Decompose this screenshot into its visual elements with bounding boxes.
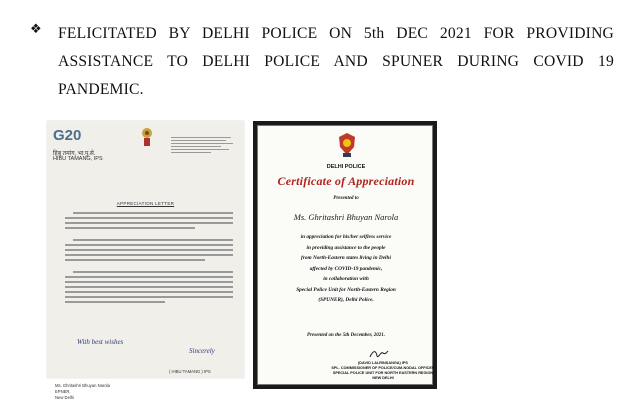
certificate-image	[253, 121, 437, 389]
g20-logo: G20	[53, 127, 82, 144]
certificate-title: Certificate of Appreciation	[277, 174, 415, 188]
letter-heading: APPRECIATION LETTER	[116, 201, 175, 206]
letter-address-block	[171, 135, 239, 155]
certificate-org: DELHI POLICE	[326, 164, 366, 170]
certificate-date: Presented on the 5th December, 2021.	[307, 333, 385, 338]
signature-scribble-icon	[368, 348, 390, 360]
appreciation-letter-image	[47, 121, 244, 400]
letter-sender-name: HIBU TAMANG, IPS	[53, 156, 103, 162]
delhi-police-emblem-icon	[336, 131, 358, 159]
certificate-signatory: (DAVID LALRINSANGA) IPS SPL. COMMISSIONER OF POLICE/CUM-NODAL OFFICER SPECIAL POLICE UNIT FOR NORTH EASTERN REGION NEW DELHI	[331, 361, 435, 380]
handwritten-signature: Sincerely	[189, 347, 215, 355]
certificate-recipient: Ms. Ghritashri Bhuyan Narola	[293, 212, 399, 222]
handwritten-note: With best wishes	[77, 338, 124, 346]
letter-signatory: ( HIBU TAMANG ) IPS	[169, 369, 211, 374]
letter-hindi-name: हिबु तमांग, भा.पु.से.	[53, 151, 96, 157]
certificate-presented: Presented to	[333, 196, 359, 201]
certificate-body: in appreciation for his/her selfless service in providing assistance to the people from North-Eastern states living in Delhi affected by COVID-19 pandemic, in collaboration with Special Police Unit for North-Eastern Region (SPUNER), Delhi Police.	[296, 234, 396, 303]
letter-addressee: Ms. Ghritashri Bhuyan Narola EPNER, New Delhi	[55, 383, 110, 400]
certificate-paper	[257, 125, 433, 385]
police-emblem-icon	[139, 126, 155, 148]
diamond-bullet-icon: ❖	[30, 22, 42, 37]
bullet-text: FELICITATED BY DELHI POLICE ON 5th DEC 2021 FOR PROVIDING ASSISTANCE TO DELHI POLICE AND SPUNER DURING COVID 19 PANDEMIC.	[58, 25, 614, 98]
